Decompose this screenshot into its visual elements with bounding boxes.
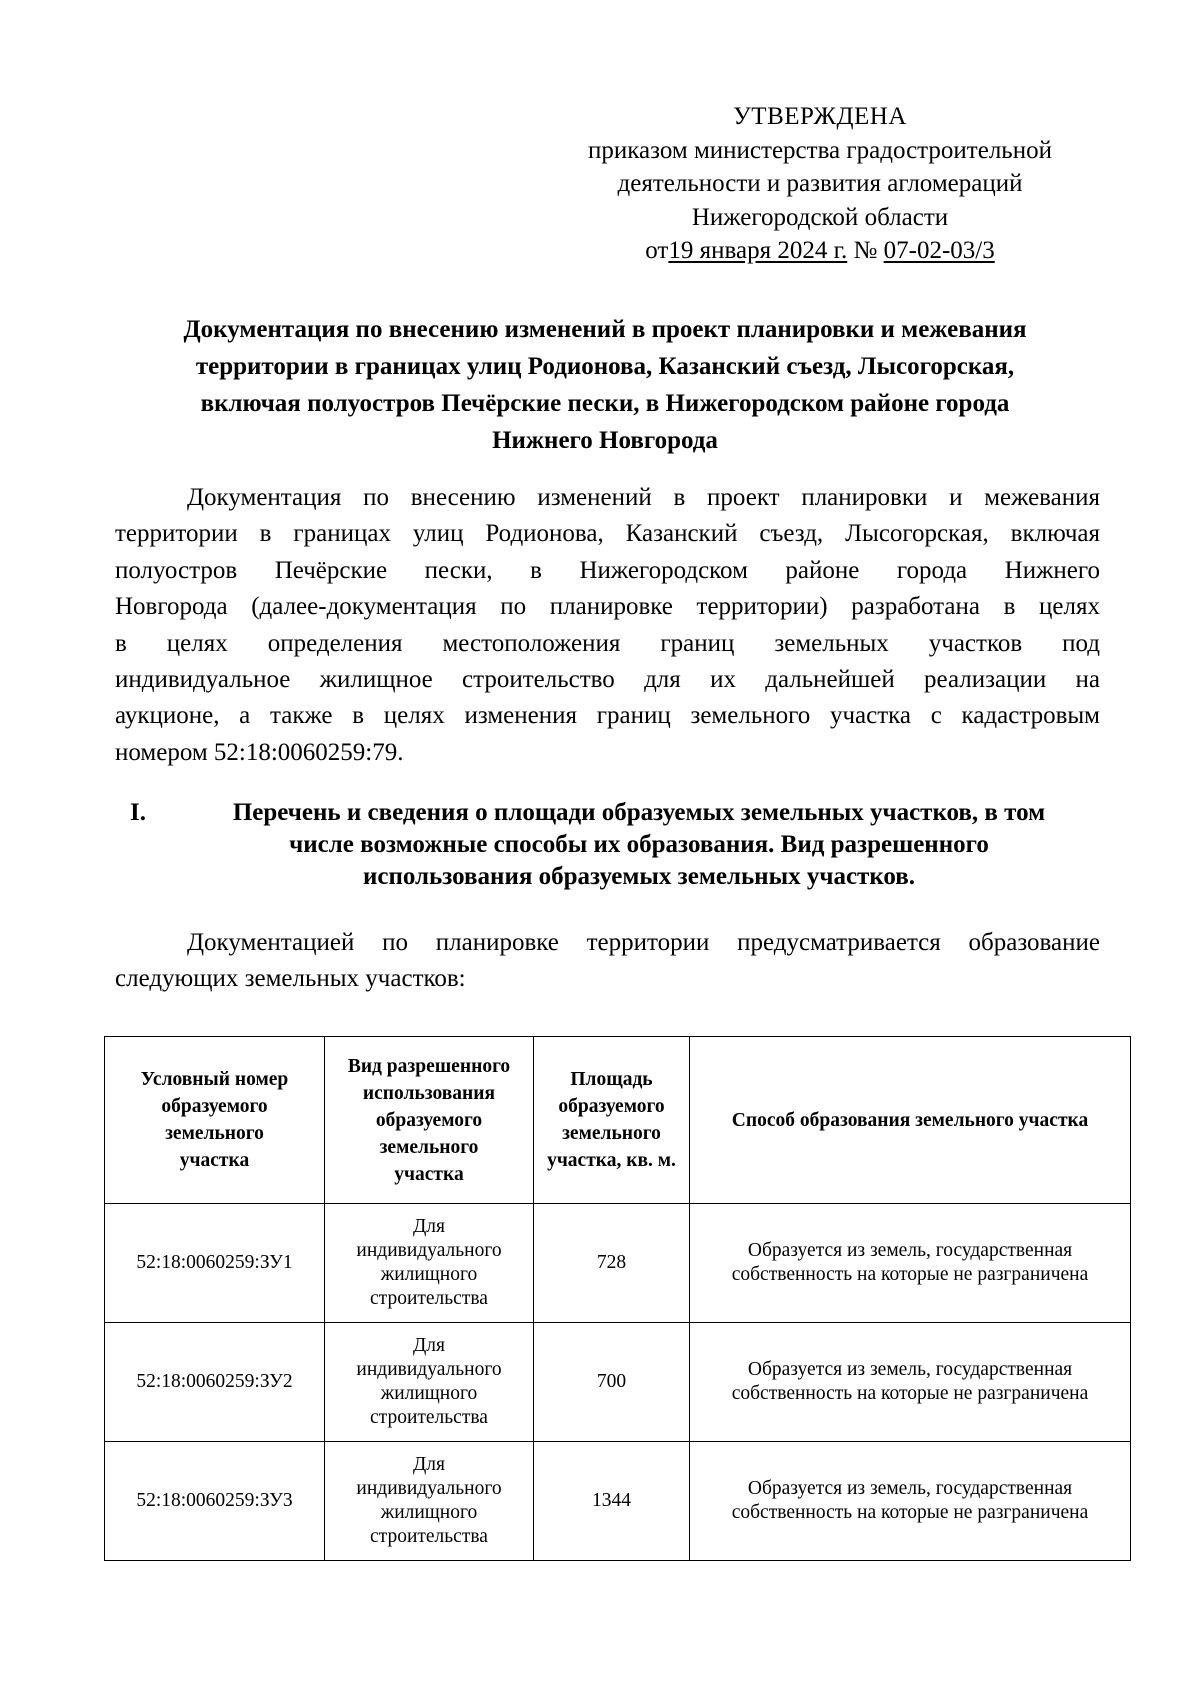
plot-number-cell: 52:18:0060259:ЗУ3 — [105, 1442, 325, 1561]
plot-method-text: Образуется из земель, государственная собственность на которые не разграничена — [731, 1478, 1089, 1523]
section-title — [178, 797, 1100, 893]
plot-method-cell — [690, 1442, 1131, 1561]
column-header — [325, 1037, 534, 1204]
title-line: включая полуостров Печёрские пески, в Нижегородском районе города — [200, 390, 1010, 417]
column-header-label: Способ образования земельного участка — [731, 1109, 1089, 1131]
approval-line: Нижегородской области — [691, 203, 949, 231]
plot-use-text: Для индивидуального жилищного строительства — [356, 1335, 502, 1428]
section-title-line: Перечень и сведения о площади образуемых земельных участков, в том — [232, 799, 1046, 826]
paragraph-line: следующих земельных участков: — [115, 965, 466, 993]
plot-number-cell: 52:18:0060259:ЗУ2 — [105, 1323, 325, 1442]
paragraph-line: в целях определения местоположения границ земельных участков под — [115, 629, 1100, 657]
document-title — [110, 311, 1100, 459]
title-line: Нижнего Новгорода — [492, 427, 718, 454]
plot-area-cell: 700 — [534, 1323, 690, 1442]
plot-number-cell: 52:18:0060259:ЗУ1 — [105, 1204, 325, 1323]
plot-use-cell — [325, 1442, 534, 1561]
approval-stamp — [560, 100, 1080, 268]
column-header — [105, 1037, 325, 1204]
provision-paragraph — [115, 925, 1100, 998]
plot-method-text: Образуется из земель, государственная собственность на которые не разграничена — [731, 1240, 1089, 1285]
approval-title: УТВЕРЖДЕНА — [733, 103, 907, 130]
order-date: 19 января 2024 г. — [668, 237, 848, 264]
table-row — [105, 1323, 1131, 1442]
plot-use-text: Для индивидуального жилищного строительства — [356, 1216, 502, 1309]
intro-paragraph — [115, 480, 1100, 771]
order-number: 07-02-03/3 — [883, 237, 995, 264]
paragraph-line: Новгорода (далее-документация по планировке территории) разработана в целях — [115, 593, 1100, 621]
paragraph-line: аукционе, а также в целях изменения границ земельного участка с кадастровым — [115, 702, 1100, 730]
paragraph-line: полуостров Печёрские пески, в Нижегородском районе города Нижнего — [115, 556, 1100, 584]
order-prefix: от — [645, 237, 669, 264]
column-header — [534, 1037, 690, 1204]
column-header — [690, 1037, 1131, 1204]
title-line: Документация по внесению изменений в проект планировки и межевания — [183, 316, 1027, 343]
land-plots-table — [104, 1036, 1131, 1561]
paragraph-line: Документация по внесению изменений в проект планировки и межевания — [187, 484, 1100, 511]
paragraph-line: территории в границах улиц Родионова, Казанский съезд, Лысогорская, включая — [115, 520, 1100, 548]
plot-area-cell: 1344 — [534, 1442, 690, 1561]
paragraph-line: индивидуальное жилищное строительство для их дальнейшей реализации на — [115, 665, 1100, 693]
plot-use-text: Для индивидуального жилищного строительства — [356, 1454, 502, 1547]
approval-line: деятельности и развития агломераций — [617, 170, 1023, 197]
section-title-line: использования образуемых земельных участков. — [362, 863, 916, 890]
table-row — [105, 1442, 1131, 1561]
approval-line: приказом министерства градостроительной — [588, 136, 1052, 164]
column-header-label: Условный номер образуемого земельного участка — [140, 1069, 289, 1171]
section-title-line: числе возможные способы их образования. Вид разрешенного — [289, 831, 989, 858]
plot-method-cell — [690, 1204, 1131, 1323]
order-number-sign: № — [853, 237, 878, 264]
plot-use-cell — [325, 1323, 534, 1442]
column-header-label: Площадь образуемого земельного участка, кв. м. — [547, 1069, 676, 1171]
paragraph-line: Документацией по планировке территории предусматривается образование — [187, 929, 1100, 956]
plot-use-cell — [325, 1204, 534, 1323]
plot-method-text: Образуется из земель, государственная собственность на которые не разграничена — [731, 1359, 1089, 1404]
plot-area-cell: 728 — [534, 1204, 690, 1323]
table-header-row — [105, 1037, 1131, 1204]
column-header-label: Вид разрешенного использования образуемого земельного участка — [347, 1055, 511, 1185]
approval-order-line — [560, 234, 1080, 268]
paragraph-line: номером 52:18:0060259:79. — [115, 738, 404, 766]
section-number: I. — [130, 799, 146, 826]
table-row — [105, 1204, 1131, 1323]
title-line: территории в границах улиц Родионова, Казанский съезд, Лысогорская, — [195, 353, 1015, 380]
plot-method-cell — [690, 1323, 1131, 1442]
